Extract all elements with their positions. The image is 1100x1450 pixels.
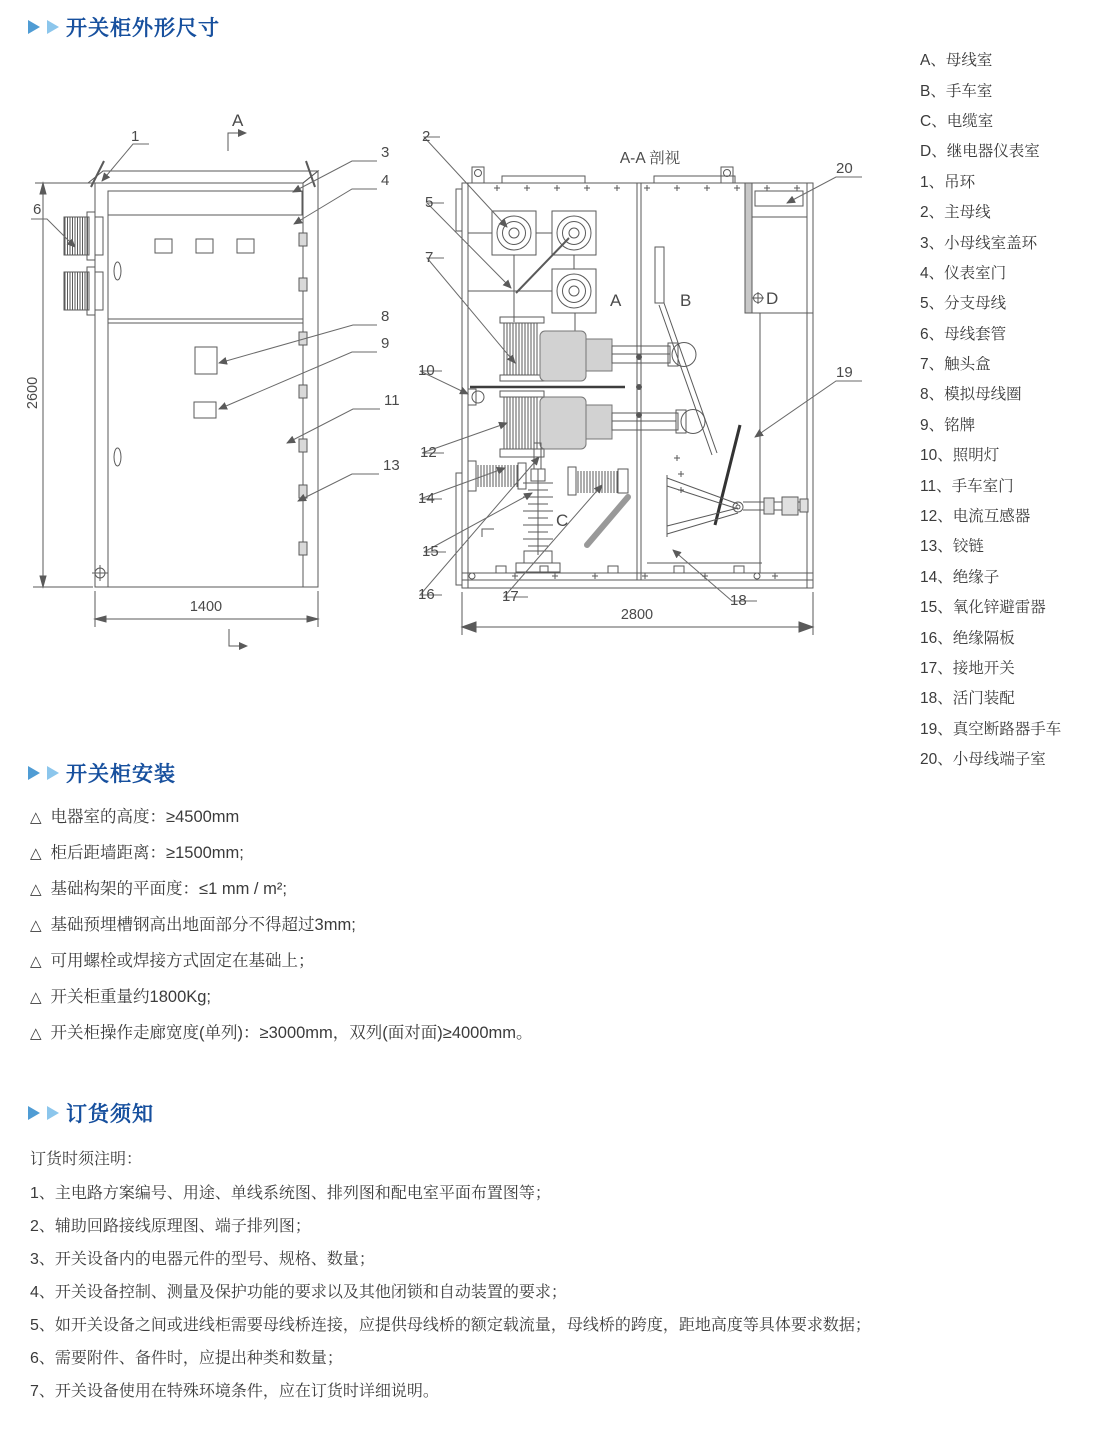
installation-item	[30, 986, 533, 1009]
legend-item: 14、绝缘子	[920, 568, 1000, 586]
ordering-list	[30, 1183, 871, 1414]
section-cut-mark-top	[228, 133, 246, 151]
section-heading-installation	[28, 758, 176, 788]
triangle-bullet: △	[30, 989, 42, 1006]
callout-16: 16	[418, 586, 435, 603]
door-handle	[114, 448, 121, 466]
busbar-cover-band	[108, 191, 302, 215]
legend-item: 12、电流互感器	[920, 508, 1031, 526]
legend-item: 6、母线套管	[920, 325, 1007, 343]
ordering-item: 3、开关设备内的电器元件的型号、规格、数量；	[30, 1251, 375, 1268]
callout-7: 7	[425, 249, 434, 266]
legend-item: 20、小母线端子室	[920, 751, 1046, 769]
legend-item: 18、活门装配	[920, 690, 1015, 708]
main-busbar-assemblies	[468, 211, 596, 331]
legend-item: 10、照明灯	[920, 447, 1000, 465]
installation-item-text: 电器室的高度：≥4500mm	[50, 808, 240, 826]
busbar-bushings	[64, 212, 103, 315]
legend-item: 9、铭牌	[920, 416, 976, 434]
arrow-right-icon	[28, 766, 40, 780]
section-cut-mark-bottom	[229, 629, 247, 646]
legend-item: 16、绝缘隔板	[920, 629, 1015, 647]
callout-6: 6	[33, 201, 42, 218]
ordering-item: 4、开关设备控制、测量及保护功能的要求以及其他闭锁和自动装置的要求；	[30, 1284, 567, 1301]
triangle-bullet: △	[30, 917, 42, 934]
compartment-b-label: B	[680, 291, 692, 310]
installation-item-text: 开关柜重量约1800Kg;	[50, 988, 212, 1006]
legend-item: 15、氧化锌避雷器	[920, 599, 1046, 617]
compartment-c-label: C	[556, 511, 569, 530]
callout-2: 2	[422, 128, 431, 145]
installation-item-text: 基础构架的平面度：≤1 mm / m²;	[50, 880, 287, 898]
parts-legend-list	[920, 44, 1061, 773]
bolt-ticks	[494, 185, 800, 191]
arrow-right-icon	[28, 20, 40, 34]
triangle-bullet: △	[30, 809, 42, 826]
legend-item: B、手车室	[920, 82, 993, 100]
height-dimension	[33, 183, 93, 587]
d-marker	[752, 292, 764, 304]
legend-item: 5、分支母线	[920, 295, 1007, 313]
callout-9: 9	[381, 335, 390, 352]
ordering-title: 订货须知	[66, 1103, 154, 1126]
cable-chamber-parts	[468, 443, 628, 572]
installation-item	[30, 878, 533, 901]
width-dim-label: 1400	[189, 599, 223, 615]
callout-8: 8	[381, 308, 390, 325]
triangle-bullet: △	[30, 953, 42, 970]
installation-item	[30, 806, 533, 829]
height-dim-label: 2600	[25, 376, 41, 410]
installation-item	[30, 914, 533, 937]
callout-15: 15	[422, 543, 439, 560]
insulation-barrier	[587, 497, 628, 545]
compartment-a-label: A	[610, 291, 622, 310]
callout-11: 11	[384, 392, 400, 409]
arrow-right-icon	[47, 766, 59, 780]
ordering-item: 2、辅助回路接线原理图、端子排列图；	[30, 1218, 311, 1235]
partition-bd	[745, 183, 752, 313]
arrow-right-icon	[28, 1106, 40, 1120]
cabinet-top-face	[88, 171, 318, 183]
section-heading-dimensions	[28, 12, 220, 42]
cabinet-front-face	[95, 183, 303, 587]
legend-item: 8、模拟母线圈	[920, 386, 1022, 404]
legend-item: 1、吊环	[920, 173, 976, 191]
ordering-item: 5、如开关设备之间或进线柜需要母线桥连接，应提供母线桥的额定载流量，母线桥的跨度，距地高度等具体要求数据；	[30, 1317, 871, 1334]
legend-item: 11、手车室门	[920, 477, 1014, 495]
parts-legend	[920, 44, 1061, 773]
front-view-drawing	[25, 95, 410, 670]
callout-4: 4	[381, 172, 390, 189]
installation-item	[30, 842, 533, 865]
legend-item: 3、小母线室盖环	[920, 234, 1038, 252]
ordering-item: 7、开关设备使用在特殊环境条件，应在订货时详细说明。	[30, 1383, 439, 1400]
installation-list	[30, 806, 533, 1058]
section-marker-label: A	[232, 111, 244, 130]
legend-item: A、母线室	[920, 52, 993, 70]
breaker-truck	[647, 247, 808, 563]
triangle-bullet: △	[30, 1025, 42, 1042]
callout-20: 20	[836, 160, 853, 177]
callout-18: 18	[730, 592, 747, 609]
section-view-title: A-A 剖视	[619, 150, 681, 167]
ordering-intro: 订货时须注明：	[30, 1151, 143, 1168]
callout-10: 10	[418, 362, 435, 379]
section-heading-ordering	[28, 1098, 154, 1128]
callout-19: 19	[836, 364, 853, 381]
nameplate	[194, 402, 216, 418]
callout-13: 13	[383, 457, 400, 474]
installation-item-text: 基础预埋槽钢高出地面部分不得超过3mm;	[50, 916, 356, 934]
legend-item: C、电缆室	[920, 112, 994, 130]
callout-12: 12	[420, 444, 437, 461]
ordering-item: 6、需要附件、备件时，应提出种类和数量；	[30, 1350, 343, 1367]
window	[196, 239, 213, 253]
legend-item: 13、铰链	[920, 538, 984, 556]
anchor-symbol	[92, 565, 108, 581]
page-title: 开关柜外形尺寸	[66, 17, 220, 40]
callout-17: 17	[502, 588, 519, 605]
window	[155, 239, 172, 253]
callout-3: 3	[381, 144, 390, 161]
legend-item: 7、触头盒	[920, 356, 991, 374]
installation-item	[30, 1022, 533, 1045]
section-view-drawing	[412, 125, 880, 670]
legend-item: 19、真空断路器手车	[920, 720, 1062, 738]
installation-item-text: 柜后距墙距离：≥1500mm;	[50, 844, 244, 862]
ordering-item: 1、主电路方案编号、用途、单线系统图、排列图和配电室平面布置图等；	[30, 1185, 551, 1202]
installation-item	[30, 950, 533, 973]
callout-1: 1	[131, 128, 140, 145]
door-handle	[114, 262, 121, 280]
window	[237, 239, 254, 253]
installation-item-text: 可用螺栓或焊接方式固定在基础上；	[50, 952, 315, 970]
arrow-right-icon	[47, 1106, 59, 1120]
legend-item: 17、接地开关	[920, 660, 1015, 677]
installation-item-text: 开关柜操作走廊宽度(单列)：≥3000mm，双列(面对面)≥4000mm。	[50, 1024, 533, 1042]
triangle-bullet: △	[30, 845, 42, 862]
lamp	[468, 389, 484, 405]
mimic-coil	[195, 347, 217, 374]
depth-dim-label: 2800	[620, 607, 654, 623]
compartment-d-label: D	[766, 289, 779, 308]
arrow-right-icon	[47, 20, 59, 34]
legend-item: D、继电器仪表室	[920, 143, 1040, 161]
installation-title: 开关柜安装	[66, 763, 176, 786]
legend-item: 2、主母线	[920, 204, 991, 222]
triangle-bullet: △	[30, 881, 42, 898]
callout-14: 14	[418, 490, 435, 507]
callout-5: 5	[425, 194, 434, 211]
legend-item: 4、仪表室门	[920, 264, 1007, 282]
